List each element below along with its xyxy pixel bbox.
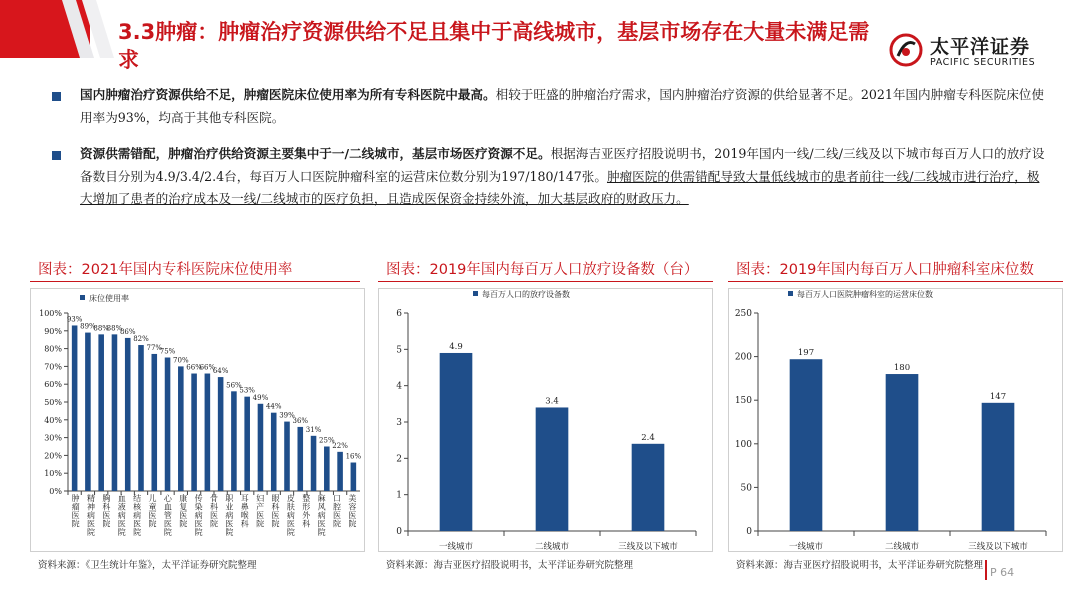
- x-tick-label-char: 院: [225, 528, 234, 537]
- x-tick-label-char: 病: [133, 511, 142, 520]
- data-label: 36%: [292, 416, 309, 425]
- data-label: 70%: [173, 356, 189, 365]
- bar: [886, 374, 919, 531]
- x-tick-label-char: 精: [87, 494, 96, 503]
- x-tick-label-char: 复: [179, 502, 188, 512]
- chart-3-divider: [728, 281, 1063, 282]
- x-tick-label-char: 麻: [317, 494, 326, 503]
- page-number-bar: [985, 560, 987, 580]
- x-tick-label-char: 美: [348, 494, 357, 503]
- x-tick-label-char: 医: [71, 511, 80, 520]
- bar: [138, 345, 144, 491]
- x-tick-label-char: 血: [117, 494, 126, 503]
- x-tick-label-char: 院: [179, 519, 188, 529]
- x-tick-label-char: 院: [271, 519, 280, 529]
- x-tick-label: 二线城市: [884, 542, 920, 552]
- company-logo: [888, 30, 1068, 70]
- y-tick-label: 3: [396, 418, 402, 428]
- x-tick-label-char: 院: [117, 528, 126, 537]
- bar: [311, 436, 317, 491]
- bar: [72, 325, 78, 491]
- x-tick-label-char: 院: [71, 519, 80, 529]
- x-tick-label-char: 医: [348, 511, 357, 520]
- x-tick-label-char: 科: [240, 519, 249, 529]
- x-tick-label-char: 产: [256, 502, 265, 512]
- x-tick-label-char: 染: [194, 502, 203, 512]
- bullet-paragraph-2: [80, 143, 1045, 211]
- x-tick-label-char: 医: [102, 511, 111, 520]
- bar: [165, 358, 171, 492]
- chart-1-title: 图表：2021年国内专科医院床位使用率: [38, 262, 293, 278]
- x-tick-label-char: 妇: [256, 494, 265, 503]
- x-tick-label-char: 口: [332, 494, 341, 503]
- bar: [191, 374, 197, 491]
- bullet-2-text: 根据海吉亚医疗招股说明书，2019年国内一线/二线/三线及以下城市每百万人口的放疗设备数目分别为4.9/3.4/2.4台，每百万人口医院肿瘤科室的运营床位数分别为197/180/147张。: [80, 146, 1045, 184]
- x-tick-label-char: 医: [317, 519, 326, 529]
- pacific-logo-icon: [888, 32, 924, 68]
- bullet-1-bold: 国内肿瘤治疗资源供给不足，肿瘤医院床位使用率为所有专科医院中最高。: [80, 87, 496, 102]
- x-tick-label-char: 职: [225, 494, 234, 503]
- x-tick-label-char: 病: [117, 511, 126, 520]
- x-tick-label-char: 外: [302, 511, 311, 520]
- x-tick-label-char: 医: [194, 519, 203, 529]
- bar: [85, 333, 91, 491]
- x-tick-label-char: 传: [194, 494, 203, 503]
- bar: [244, 397, 250, 491]
- x-tick-label-char: 童: [148, 502, 157, 512]
- x-tick-label-char: 院: [194, 528, 203, 537]
- bullet-2-bold: 资源供需错配，肿瘤治疗供给资源主要集中于一/二线城市，基层市场医疗资源不足。: [80, 146, 551, 161]
- legend-swatch: [80, 295, 85, 300]
- legend-swatch: [473, 291, 478, 296]
- logo-name: 太平洋证券: [930, 36, 1031, 58]
- bar: [284, 422, 290, 491]
- chart-1-divider: [30, 281, 360, 282]
- y-tick-label: 40%: [44, 415, 62, 425]
- data-label: 31%: [305, 425, 322, 434]
- chart-3-source: 资料来源：海吉亚医疗招股说明书，太平洋证券研究院整理: [736, 560, 984, 571]
- x-tick-label-char: 心: [163, 494, 172, 503]
- y-tick-label: 150: [734, 396, 752, 407]
- x-tick-label-char: 院: [317, 528, 326, 537]
- x-tick-label-char: 风: [317, 502, 326, 512]
- y-tick-label: 0: [746, 527, 752, 537]
- x-tick-label-char: 医: [179, 511, 188, 520]
- data-label: 3.4: [545, 396, 559, 407]
- x-tick-label-char: 院: [87, 528, 96, 537]
- x-tick-label-char: 病: [225, 511, 234, 520]
- x-tick-label-char: 眼: [271, 494, 280, 503]
- logo-subtitle: PACIFIC SECURITIES: [930, 57, 1036, 68]
- x-tick-label-char: 医: [286, 519, 295, 529]
- header-stripes-icon: [62, 0, 122, 58]
- data-label: 39%: [279, 411, 295, 420]
- chart-2-radiotherapy: [378, 288, 713, 552]
- x-tick-label-char: 皮: [286, 494, 295, 503]
- y-tick-label: 4: [396, 381, 402, 392]
- y-tick-label: 70%: [44, 362, 62, 372]
- data-label: 66%: [186, 363, 202, 372]
- x-tick-label-char: 康: [179, 494, 188, 503]
- x-tick-label-char: 医: [87, 519, 96, 529]
- x-tick-label-char: 喉: [240, 511, 249, 520]
- x-tick-label-char: 核: [133, 502, 142, 512]
- bar: [536, 407, 569, 531]
- legend-label: 每百万人口医院肿瘤科室的运营床位数: [797, 290, 933, 299]
- bullet-1-text: 相较于旺盛的肿瘤治疗需求，国内肿瘤治疗资源的供给显著不足。2021年国内肿瘤专科医院床位使用率为93%，均高于其他专科医院。: [80, 87, 1044, 125]
- bullet-square-icon: [52, 151, 61, 160]
- x-tick-label: 三线及以下城市: [618, 542, 678, 552]
- x-tick-label-char: 病: [317, 511, 326, 520]
- bar: [205, 374, 211, 491]
- x-tick-label-char: 神: [87, 502, 96, 512]
- x-tick-label: 一线城市: [438, 542, 474, 552]
- y-tick-label: 10%: [44, 469, 62, 479]
- data-label: 53%: [239, 386, 255, 395]
- bar: [790, 359, 823, 531]
- y-tick-label: 60%: [44, 380, 62, 390]
- data-label: 4.9: [449, 341, 463, 352]
- y-tick-label: 80%: [44, 344, 62, 354]
- y-tick-label: 20%: [44, 451, 62, 461]
- y-tick-label: 250: [734, 309, 752, 319]
- bar: [271, 413, 277, 491]
- bar: [440, 353, 473, 531]
- data-label: 86%: [119, 327, 136, 336]
- legend-label: 床位使用率: [89, 294, 129, 303]
- x-tick-label-char: 科: [271, 502, 280, 512]
- bar: [324, 447, 330, 492]
- data-label: 25%: [319, 436, 335, 445]
- legend-swatch: [788, 291, 793, 296]
- page-number: P 64: [990, 566, 1015, 579]
- y-tick-label: 200: [734, 352, 752, 363]
- x-tick-label-char: 院: [210, 519, 218, 529]
- x-tick-label-char: 容: [348, 502, 357, 512]
- chart-2-source: 资料来源：海吉亚医疗招股说明书，太平洋证券研究院整理: [386, 560, 634, 571]
- x-tick-label-char: 鼻: [240, 502, 249, 512]
- bar: [351, 463, 357, 491]
- bar: [178, 366, 184, 491]
- bar: [258, 404, 264, 491]
- x-tick-label-char: 瘤: [71, 502, 80, 512]
- data-label: 56%: [226, 381, 242, 390]
- data-label: 16%: [345, 452, 362, 461]
- data-label: 77%: [146, 343, 163, 352]
- chart-1-bed-usage: [30, 288, 365, 552]
- x-tick-label-char: 院: [332, 519, 341, 529]
- chart-2-title: 图表：2019年国内每百万人口放疗设备数（台）: [386, 262, 699, 278]
- x-tick-label-char: 科: [102, 502, 111, 512]
- data-label: 93%: [66, 315, 83, 324]
- x-tick-label-char: 院: [256, 519, 265, 529]
- x-tick-label-char: 形: [302, 502, 311, 512]
- data-label: 82%: [133, 335, 149, 344]
- x-tick-label-char: 医: [256, 511, 265, 520]
- chart-3-title: 图表：2019年国内每百万人口肿瘤科室床位数: [736, 262, 1034, 278]
- chart-2-divider: [378, 281, 713, 282]
- y-tick-label: 50: [740, 483, 752, 494]
- bar: [112, 334, 118, 491]
- data-label: 89%: [80, 322, 96, 331]
- y-tick-label: 100%: [39, 309, 62, 318]
- x-tick-label-char: 院: [286, 528, 295, 537]
- bullet-paragraph-1: [80, 84, 1045, 129]
- x-tick-label-char: 科: [302, 519, 311, 529]
- x-tick-label-char: 血: [163, 502, 172, 512]
- bar: [98, 334, 104, 491]
- data-label: 197: [797, 348, 815, 359]
- x-tick-label: 二线城市: [534, 542, 570, 552]
- x-tick-label-char: 胸: [102, 494, 111, 503]
- bar: [151, 354, 157, 491]
- x-tick-label-char: 业: [225, 502, 234, 512]
- page-title: 3.3肿瘤：肿瘤治疗资源供给不足且集中于高线城市，基层市场存在大量未满足需求: [118, 20, 870, 72]
- y-tick-label: 100: [734, 439, 752, 450]
- x-tick-label-char: 医: [148, 511, 157, 520]
- x-tick-label-char: 耳: [240, 494, 249, 503]
- x-tick-label-char: 医: [332, 511, 341, 520]
- x-tick-label-char: 院: [148, 519, 157, 529]
- x-tick-label-char: 医: [133, 519, 142, 529]
- y-tick-label: 2: [396, 454, 402, 465]
- x-tick-label-char: 液: [117, 502, 126, 512]
- x-tick-label-char: 儿: [148, 494, 157, 503]
- bar: [125, 338, 131, 491]
- x-tick-label-char: 病: [286, 511, 295, 520]
- data-label: 66%: [199, 363, 216, 372]
- chart-3-oncology-beds: [728, 288, 1063, 552]
- data-label: 75%: [159, 347, 176, 356]
- x-tick-label-char: 肿: [71, 494, 80, 503]
- x-tick-label-char: 整: [302, 494, 311, 503]
- chart-1-source: 资料来源：《卫生统计年鉴》，太平洋证券研究院整理: [38, 560, 257, 571]
- x-tick-label: 一线城市: [788, 542, 824, 552]
- y-tick-label: 30%: [44, 433, 62, 443]
- bar: [218, 377, 224, 491]
- x-tick-label-char: 科: [210, 502, 218, 512]
- y-tick-label: 0%: [49, 487, 62, 496]
- x-tick-label-char: 肤: [286, 502, 295, 512]
- x-tick-label-char: 院: [133, 528, 142, 537]
- bullet-2-underlined: 肿瘤医院的供需错配导致大量低线城市的患者前往一线/二线城市进行治疗，极大增加了患者的治疗成本及一线/二线城市的医疗负担，且造成医保资金持续外流，加大基层政府的财政压力。: [80, 168, 1040, 206]
- data-label: 88%: [106, 324, 123, 333]
- bar: [337, 452, 343, 491]
- x-tick-label-char: 病: [194, 511, 203, 520]
- data-label: 147: [989, 391, 1007, 402]
- data-label: 64%: [212, 367, 229, 376]
- data-label: 180: [893, 363, 911, 374]
- x-tick-label-char: 结: [133, 494, 142, 503]
- x-tick-label-char: 腔: [332, 502, 341, 512]
- data-label: 44%: [265, 402, 282, 411]
- y-tick-label: 1: [396, 490, 402, 501]
- x-tick-label-char: 医: [225, 519, 234, 529]
- y-tick-label: 5: [396, 345, 402, 356]
- x-tick-label-char: 医: [117, 519, 126, 529]
- bullet-square-icon: [52, 92, 61, 101]
- bar: [231, 391, 237, 491]
- y-tick-label: 6: [396, 309, 402, 319]
- y-tick-label: 0: [396, 527, 402, 537]
- legend-label: 每百万人口的放疗设备数: [482, 290, 570, 299]
- data-label: 2.4: [641, 432, 655, 443]
- x-tick-label-char: 院: [348, 519, 357, 529]
- x-tick-label-char: 医: [210, 511, 218, 520]
- x-tick-label: 三线及以下城市: [968, 542, 1028, 552]
- x-tick-label-char: 医: [271, 511, 280, 520]
- x-tick-label-char: 院: [163, 528, 172, 537]
- y-tick-label: 90%: [44, 326, 62, 336]
- data-label: 22%: [332, 441, 348, 450]
- x-tick-label-char: 医: [163, 519, 172, 529]
- x-tick-label-char: 院: [102, 519, 111, 529]
- x-tick-label-char: 管: [163, 511, 172, 520]
- x-tick-label-char: 骨: [210, 494, 218, 503]
- bar: [982, 403, 1015, 531]
- y-tick-label: 50%: [44, 398, 62, 407]
- bar: [632, 444, 665, 531]
- data-label: 88%: [93, 324, 109, 333]
- data-label: 49%: [252, 393, 269, 402]
- bar: [297, 427, 303, 491]
- x-tick-label-char: 病: [87, 511, 96, 520]
